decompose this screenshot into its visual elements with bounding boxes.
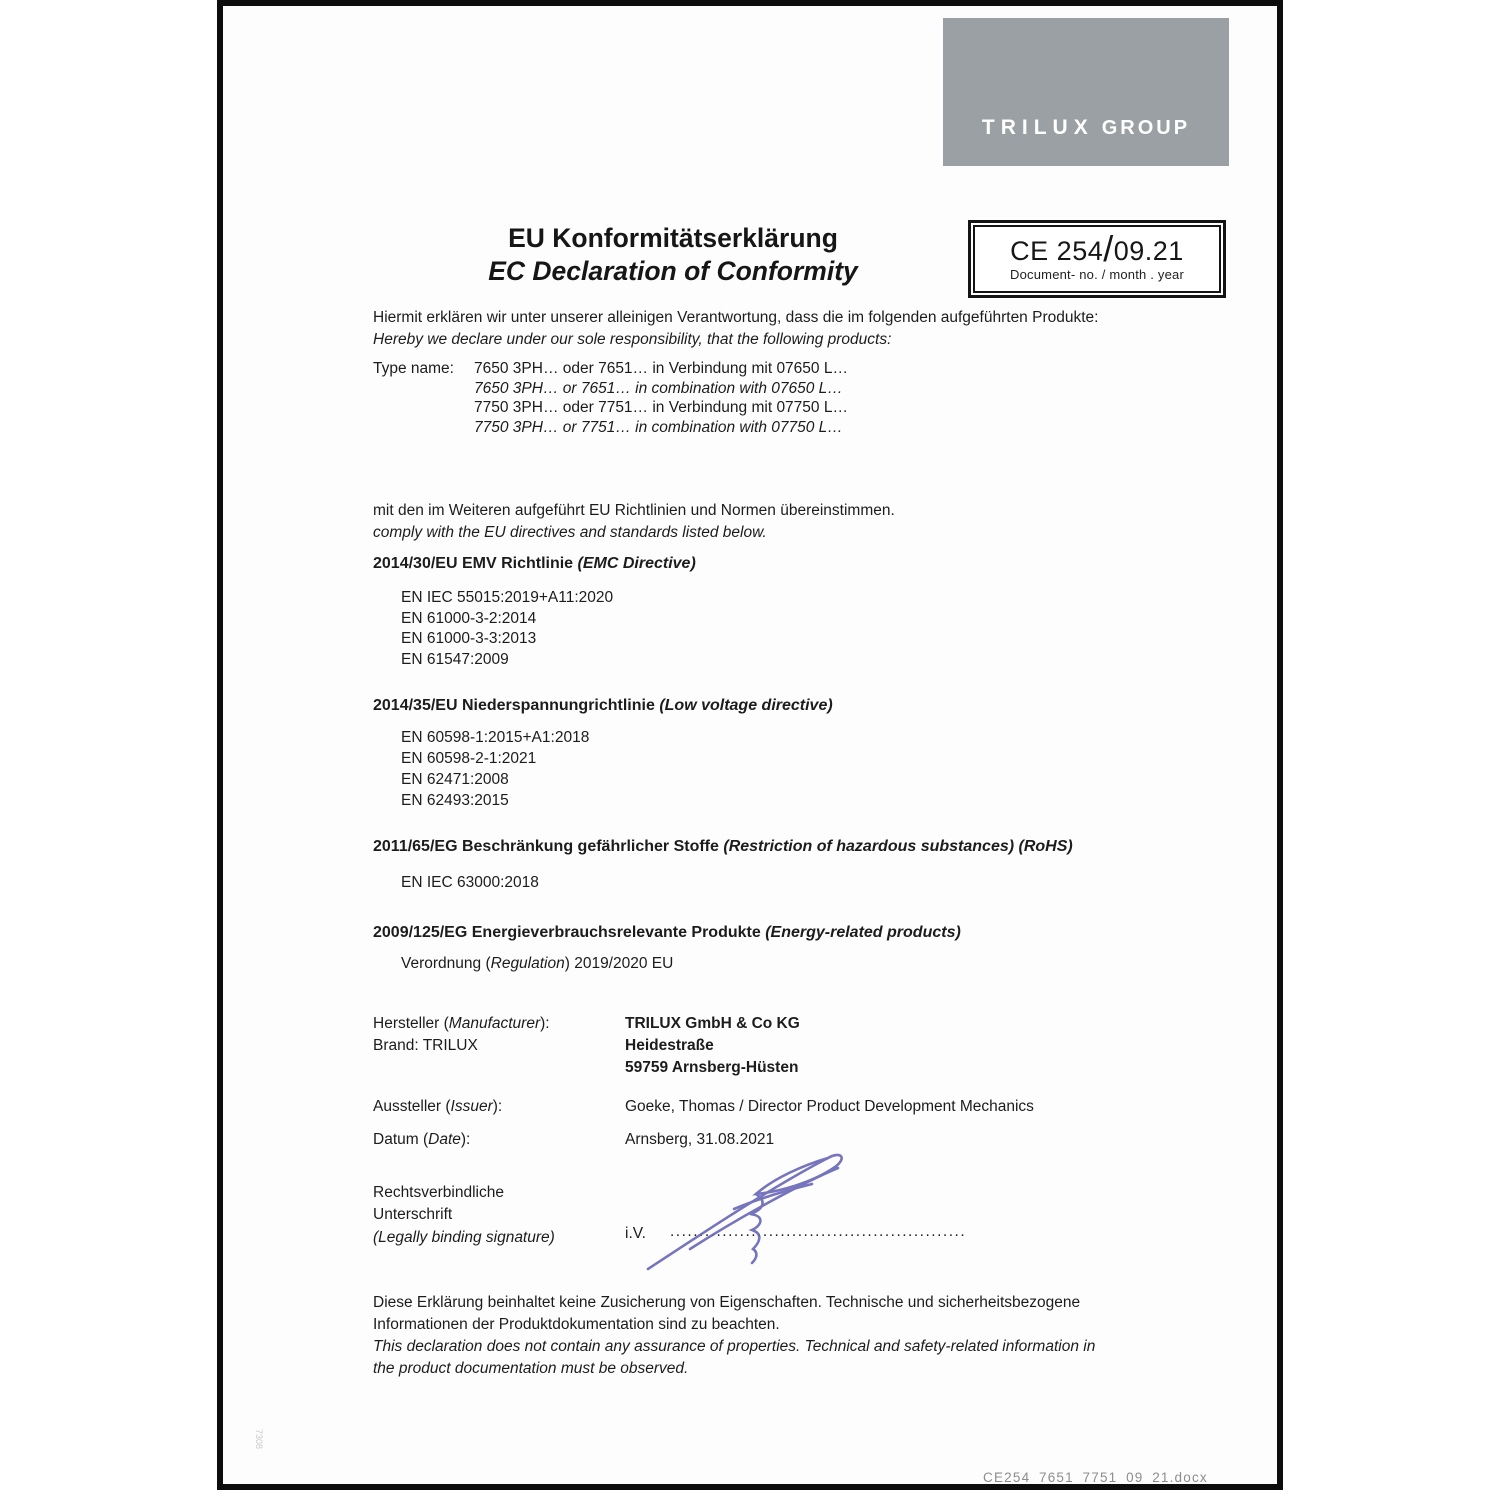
standard-item: EN 62493:2015 (401, 792, 509, 809)
side-mark: 7308 (254, 1428, 265, 1450)
comply-english: comply with the EU directives and standards listed below. (373, 524, 767, 541)
lvd-standards-list (401, 727, 589, 811)
date-label (373, 1130, 470, 1150)
issuer-label-italic: Issuer (450, 1098, 493, 1115)
document-number-inner (973, 225, 1221, 293)
standard-item: EN 61000-3-2:2014 (401, 609, 537, 627)
type-name-label: Type name: (373, 360, 454, 377)
document-number-caption: Document- no. / month . year (1010, 266, 1184, 282)
trilux-logo (943, 18, 1229, 166)
doc-number-pre: CE 254 (1010, 235, 1104, 266)
footer-filename: CE254_7651_7751_09_21.docx (983, 1470, 1208, 1485)
document-number-box (968, 220, 1226, 298)
type-line-3: 7750 3PH… oder 7751… in Verbindung mit 07750 L… (474, 399, 848, 416)
issuer-value: Goeke, Thomas / Director Product Development Mechanics (625, 1098, 1034, 1115)
regulation-line (401, 954, 673, 974)
rohs-heading-text: 2011/65/EG Beschränkung gefährlicher Stoffe (373, 838, 724, 855)
manufacturer-label-pre: Hersteller ( (373, 1015, 449, 1032)
doc-number-post: 09.21 (1113, 235, 1184, 266)
standard-item: EN 60598-1:2015+A1:2018 (401, 729, 590, 746)
lvd-heading-italic: (Low voltage directive) (659, 697, 833, 714)
standard-item: EN 60598-2-1:2021 (401, 750, 537, 767)
brand-label: Brand: TRILUX (373, 1037, 478, 1054)
type-line-1: 7650 3PH… oder 7651… in Verbindung mit 07650 L… (474, 360, 848, 377)
title-german: EU Konformitätserklärung (508, 223, 838, 253)
erp-heading-text: 2009/125/EG Energieverbrauchsrelevante Produkte (373, 924, 766, 941)
intro-german: Hiermit erklären wir unter unserer alleinigen Verantwortung, dass die im folgenden aufgeführten Produkte: (373, 309, 1099, 326)
regulation-italic: Regulation (490, 955, 565, 972)
disclaimer-english-line2: the product documentation must be observed. (373, 1360, 689, 1377)
standard-item: EN 61547:2009 (401, 650, 509, 668)
page-title (453, 222, 893, 288)
issuer-label-post: ): (492, 1098, 503, 1115)
date-value: Arnsberg, 31.08.2021 (625, 1131, 775, 1148)
type-line-4: 7750 3PH… or 7751… in combination with 07750 L… (474, 418, 843, 436)
date-label-post: ): (460, 1131, 471, 1148)
date-label-italic: Date (428, 1131, 461, 1148)
standard-item: EN IEC 55015:2019+A11:2020 (401, 589, 614, 606)
logo-brand-text: TRILUX (981, 116, 1094, 139)
logo-group-text: GROUP (1101, 117, 1191, 139)
manufacturer-label-post: ): (540, 1015, 550, 1032)
signature-dotted-line: ................................................... (670, 1223, 967, 1240)
document-page (217, 0, 1283, 1490)
manufacturer-label-italic: Manufacturer (448, 1015, 541, 1032)
doc-number-slash: / (1103, 227, 1114, 269)
regulation-pre: Verordnung ( (401, 955, 491, 972)
date-label-pre: Datum ( (373, 1131, 429, 1148)
section-heading-lvd (373, 696, 833, 716)
standard-item: EN 62471:2008 (401, 771, 509, 788)
section-heading-rohs (373, 837, 1073, 857)
iv-label: i.V. (625, 1225, 646, 1242)
signature-scribble (640, 1145, 860, 1280)
disclaimer-english-line1: This declaration does not contain any assurance of properties. Technical and safety-related information in (373, 1338, 1096, 1355)
comply-german: mit den im Weiteren aufgeführt EU Richtlinien und Normen übereinstimmen. (373, 502, 895, 519)
lvd-heading-text: 2014/35/EU Niederspannungrichtlinie (373, 697, 660, 714)
disclaimer-german-line1: Diese Erklärung beinhaltet keine Zusicherung von Eigenschaften. Technische und sicherheitsbezogene (373, 1294, 1081, 1311)
manufacturer-address2: 59759 Arnsberg-Hüsten (625, 1059, 799, 1076)
emc-standards-list (401, 588, 613, 670)
signature-label-line2: Unterschrift (373, 1206, 453, 1223)
rohs-standard-item: EN IEC 63000:2018 (401, 874, 539, 891)
section-heading-erp (373, 923, 961, 943)
section-heading-emc (373, 554, 696, 574)
type-name-list (474, 359, 848, 437)
title-english: EC Declaration of Conformity (488, 256, 858, 286)
disclaimer-german-line2: Informationen der Produktdokumentation sind zu beachten. (373, 1316, 780, 1333)
intro-english: Hereby we declare under our sole responsibility, that the following products: (373, 331, 892, 348)
type-line-2: 7650 3PH… or 7651… in combination with 07650 L… (474, 379, 843, 397)
signature-label-line3: (Legally binding signature) (373, 1229, 555, 1246)
manufacturer-label (373, 1014, 550, 1034)
emc-heading-italic: (EMC Directive) (577, 555, 696, 572)
manufacturer-address1: Heidestraße (625, 1037, 714, 1054)
signature-label-line1: Rechtsverbindliche (373, 1184, 504, 1201)
issuer-label-pre: Aussteller ( (373, 1098, 451, 1115)
issuer-label (373, 1097, 502, 1117)
manufacturer-value: TRILUX GmbH & Co KG (625, 1015, 800, 1032)
rohs-heading-italic: (Restriction of hazardous substances) (RoHS) (723, 838, 1073, 855)
erp-heading-italic: (Energy-related products) (765, 924, 961, 941)
emc-heading-text: 2014/30/EU EMV Richtlinie (373, 555, 578, 572)
regulation-post: ) 2019/2020 EU (564, 955, 674, 972)
document-number (975, 227, 1219, 269)
standard-item: EN 61000-3-3:2013 (401, 630, 537, 647)
